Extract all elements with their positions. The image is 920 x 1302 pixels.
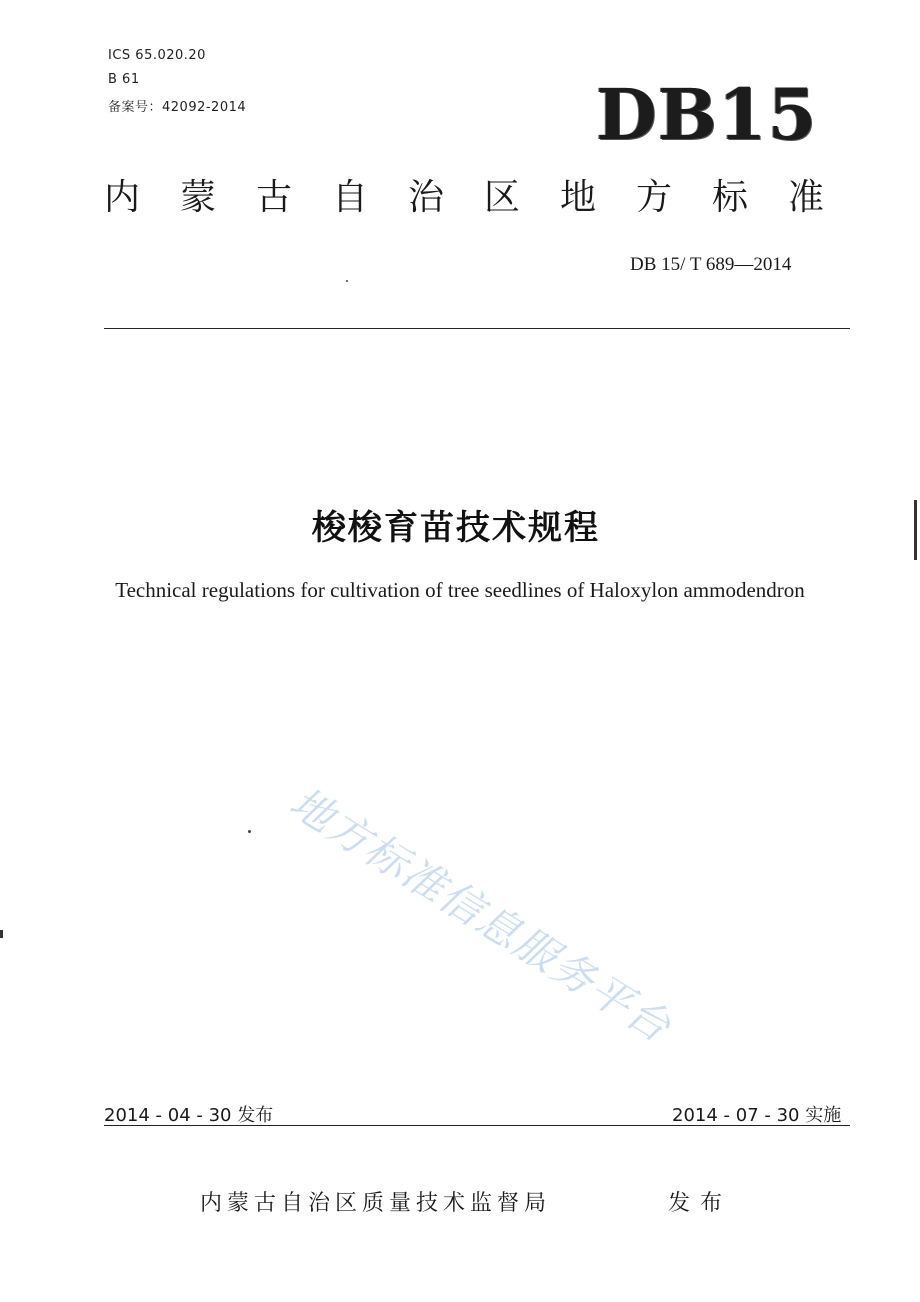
db15-logo: DB15 bbox=[596, 73, 818, 156]
top-divider bbox=[104, 328, 850, 329]
scan-edge-mark bbox=[914, 500, 917, 560]
classification-code: B 61 bbox=[108, 72, 140, 87]
standard-number: DB 15/ T 689—2014 bbox=[630, 254, 792, 275]
bottom-divider bbox=[104, 1125, 850, 1126]
document-title-chinese: 梭梭育苗技术规程 bbox=[312, 508, 600, 548]
issuing-authority: 内蒙古自治区质量技术监督局 bbox=[200, 1191, 552, 1216]
scan-edge-mark bbox=[0, 930, 3, 938]
scan-speck bbox=[248, 830, 251, 833]
watermark: 地方标准信息服务平台 bbox=[281, 777, 681, 1053]
issue-date: 2014 - 04 - 30 发布 bbox=[104, 1105, 274, 1126]
record-number: 备案号：42092-2014 bbox=[108, 100, 247, 115]
scan-speck bbox=[346, 280, 348, 282]
standard-type-heading: 内蒙古自治区地方标准 bbox=[104, 177, 865, 218]
ics-code: ICS 65.020.20 bbox=[108, 48, 206, 63]
document-title-english: Technical regulations for cultivation of tree seedlines of Haloxylon ammodendron bbox=[115, 578, 805, 602]
implementation-date: 2014 - 07 - 30 实施 bbox=[672, 1105, 842, 1126]
issuing-action: 发布 bbox=[668, 1191, 733, 1216]
